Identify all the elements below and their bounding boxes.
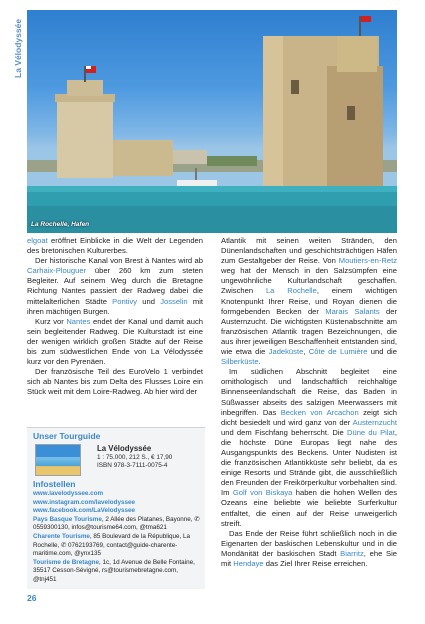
book-details: 1 : 75.000, 212 S., € 17,90 xyxy=(97,454,173,461)
place-link[interactable]: Josselin xyxy=(160,296,188,306)
tour-guide-heading: Unser Tourguide xyxy=(33,431,101,441)
harbor-photo xyxy=(27,10,397,233)
place-link[interactable]: Moutiers-en-Retz xyxy=(338,256,397,266)
paragraph: Der historische Kanal von Brest à Nantes wird ab Carhaix-Plouguer über 260 km zum steten Begleiter. Auf seinem Weg durch die Bretagne Richtung Nantes passiert der Radweg dabei die mittelalterlichen Städte Pontivy und Josselin mit ihren mächtigen Burgen. xyxy=(27,256,204,316)
info-entry-name: Pays Basque Tourisme xyxy=(33,515,102,523)
book-title: La Vélodyssée xyxy=(97,444,152,453)
tour-guide-box xyxy=(27,427,205,589)
book-isbn: ISBN 978-3-7111-0075-4 xyxy=(97,462,168,469)
info-list xyxy=(33,490,201,585)
place-link[interactable]: Pontivy xyxy=(112,296,138,306)
book-cover-image xyxy=(35,444,81,476)
chapter-tab-label: La Vélodyssée xyxy=(13,18,23,78)
place-link[interactable]: Düne du Pilat xyxy=(347,427,395,437)
info-entry-name: Charente Tourisme xyxy=(33,532,90,540)
paragraph: Kurz vor Nantes endet der Kanal und damit auch sein begleitender Radweg. Die Kulturstadt ist eine der wenigen wirklich großen Städte auf der Reise bis zum südwestlichen Ende von La Vélodyssée kurz vor den Pyrenäen. xyxy=(27,316,203,367)
place-link[interactable]: Marais Salants xyxy=(325,306,380,316)
paragraph: Im südlichen Abschnitt begleitet eine ornithologisch und landschaftlich reichhaltige Binnenseenlandschaft die Reise, das Baden in Süßwasser abseits des salzigen Meerwassers mit inbegriffen. Das Becken von Arcachon zeigt sich dicht besiedelt und wird ganz von der Austernzucht und dem Fischfang beherrscht. Die Düne du Pilat, die höchste Düne Europas liegt nahe des Ausgangspunkts des Beckens. Unter Nudisten ist die französischen Atlantikküste sehr beliebt, da es einige Resorts und Strände gibt, die ausschließlich den Freunden der Freikörperkultur vorbehalten sind. Im Golf von Biskaya haben die hohen Wellen des Ozeans eine beliebte wie beliebte Surferkultur entfaltet, die einen auf der Reise unweigerlich streift. xyxy=(221,367,398,528)
place-link[interactable]: Jadeküste xyxy=(268,347,304,357)
paragraph: Atlantik mit seinen weiten Stränden, den Dünenlandschaften und geschichtsträchtigen Häfen zum Gestaltgeber der Reise. Von Moutiers-en-Retz weg hat der Mensch in den Salzsümpfen eine ungewöhnliche Kulturlandschaft geschaffen. Zwischen La Rochelle, einem wichtigen Knotenpunkt Ihrer Reise, und Royan dienen die formgebenden Becken der Marais Salants der Austernzucht. Die wichtigsten Küstenabschnitte am französischen Atlantik tragen Bezeichnungen, die aus ihrer jeweiligen Beschaffenheit entstanden sind, wie etwa die Jadeküste, Côte de Lumière und die Silberküste. xyxy=(221,236,398,367)
info-entry-name: Tourisme de Bretagne xyxy=(33,558,100,566)
place-link[interactable]: Golf von Biskaya xyxy=(232,488,293,498)
place-link[interactable]: Becken von Arcachon xyxy=(280,407,359,417)
place-link[interactable]: Biarritz xyxy=(340,548,364,558)
place-link[interactable]: La Rochelle xyxy=(265,286,317,296)
paragraph: elgoat eröffnet Einblicke in die Welt der Legenden des bretonischen Kulturerbes. xyxy=(27,236,203,256)
website-link[interactable]: www.lavelodyssee.com xyxy=(33,490,104,497)
place-link[interactable]: Nantes xyxy=(66,316,91,326)
info-entry: Pays Basque Tourisme, 2 Allée des Platanes, Bayonne, ✆ 0559300130, infos@tourisme64.com, @tma621 xyxy=(33,515,200,532)
paragraph: Der französische Teil des EuroVelo 1 verbindet sich ab Nantes bis zum Delta des Flusses Loire ein Stück weit mit dem Loire-Radweg. Ab hier wird der xyxy=(27,367,203,397)
harbor-illustration xyxy=(27,10,397,233)
place-link[interactable]: Austernzucht xyxy=(352,417,397,427)
place-link[interactable]: Silberküste xyxy=(221,357,259,367)
info-heading: Infostellen xyxy=(33,479,76,489)
facebook-link[interactable]: www.facebook.com/LaVelodyssee xyxy=(33,507,135,515)
instagram-link[interactable]: www.instagram.com/lavelodyssee xyxy=(33,498,135,506)
page-number: 26 xyxy=(27,593,37,603)
place-link[interactable]: Hendaye xyxy=(233,559,264,568)
place-link[interactable]: Côte de Lumière xyxy=(308,347,368,357)
info-entry: Charente Tourisme, 85 Boulevard de la République, La Rochelle, ✆ 0762193769, contact@guide-charente-maritime.com, @ynx135 xyxy=(33,532,191,558)
place-link[interactable]: Carhaix-Plouguer xyxy=(27,266,87,276)
chapter-tab xyxy=(3,18,23,80)
right-text-column xyxy=(221,236,397,569)
paragraph: Das Ende der Reise führt schließlich noch in die Eigenarten der baskischen Lebenskultur und in die Mondänität der baskischen Stadt Biarritz, ehe Sie mit Hendaye das Ziel Ihrer Reise erreichen. xyxy=(221,528,397,568)
place-link[interactable]: elgoat xyxy=(27,236,48,245)
photo-caption: La Rochelle, Hafen xyxy=(31,221,90,228)
info-entry: Tourisme de Bretagne, 1c, 1d Avenue de Belle Fontaine, 35517 Cesson-Sévigné, rs@tourismebretagne.com, @tnj451 xyxy=(33,558,195,583)
left-text-column xyxy=(27,236,203,398)
